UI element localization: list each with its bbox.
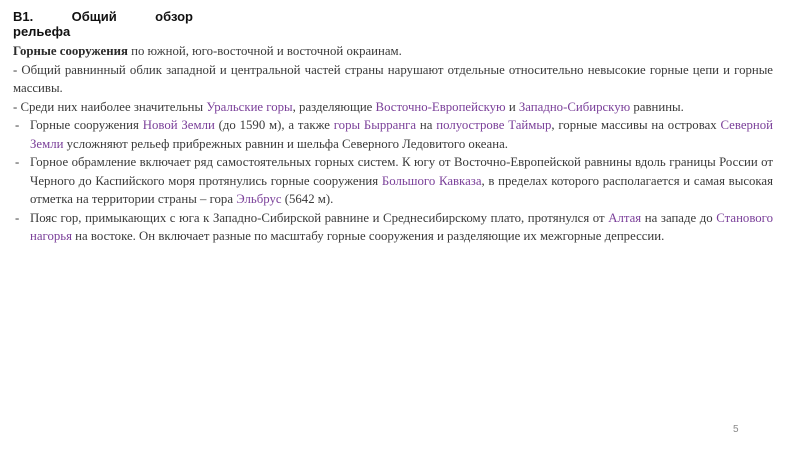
list-item	[13, 116, 773, 153]
paragraph-text: Горные сооружения	[30, 118, 143, 132]
slide-title-line-1: В1. Общий обзор	[13, 9, 193, 24]
link-byrranga-mountains[interactable]: горы Бырранга	[333, 118, 417, 132]
paragraph-text: Горное обрамление включает ряд самостоятельных горных систем. К югу от Восточно-Европейской равнины вдоль границы России от Черного до Каспийского моря протянулись горные сооружения	[30, 155, 773, 188]
bullet-list	[13, 116, 773, 246]
slide-title-line-2: рельефа	[13, 24, 71, 39]
link-altai[interactable]: Алтая	[608, 210, 642, 225]
paragraph-text: на востоке. Он включает разные по масштабу горные сооружения и разделяющие их межгорные депрессии.	[71, 229, 665, 243]
bullet-dash: -	[15, 118, 20, 132]
link-east-european-plain[interactable]: Восточно-Европейскую	[375, 99, 506, 114]
paragraph-text: , разделяющие	[292, 99, 376, 114]
link-greater-caucasus[interactable]: Большого Кавказа	[381, 173, 482, 188]
paragraph-text: на	[416, 118, 437, 132]
paragraph-text: - Среди них наиболее значительны	[13, 99, 207, 114]
list-item	[13, 153, 773, 209]
link-elbrus[interactable]: Эльбрус	[236, 192, 282, 206]
link-severnaya-zemlya[interactable]: Северной Земли	[30, 118, 773, 151]
slide-title	[13, 9, 193, 39]
paragraph-text: по южной, юго-восточной и восточной окраинам.	[127, 44, 402, 58]
slide-body	[13, 42, 773, 246]
paragraph-significant-mountains	[13, 98, 773, 117]
link-taymyr-peninsula[interactable]: полуострове Таймыр	[436, 118, 552, 132]
paragraph-text: (5642 м).	[281, 192, 334, 206]
link-ural-mountains[interactable]: Уральские горы	[206, 99, 293, 114]
link-stanovoy-highlands[interactable]: Станового нагорья	[30, 210, 774, 243]
paragraph-text: равнины.	[630, 99, 684, 114]
paragraph-text: , горные массивы на островах	[551, 118, 721, 132]
paragraph-text: , в пределах которого располагается и самая высокая отметка на территории страны – гора	[30, 173, 773, 206]
bullet-dash: -	[15, 155, 20, 169]
paragraph-text: Пояс гор, примыкающих с юга к Западно-Сибирской равнине и Среднесибирскому плато, протянулся от	[30, 210, 609, 225]
paragraph-text: (до 1590 м), а также	[214, 118, 334, 132]
list-item	[13, 209, 773, 246]
paragraph-text: усложняют рельеф прибрежных равнин и шельфа Северного Ледовитого океана.	[63, 136, 508, 151]
paragraph-text: на западе до	[641, 210, 717, 225]
paragraph-text: - Общий равнинный облик западной и центральной частей страны нарушают отдельные относительно невысокие горные цепи и горные массивы.	[13, 62, 773, 95]
link-novaya-zemlya[interactable]: Новой Земли	[142, 118, 215, 132]
paragraph-text: и	[505, 99, 519, 114]
paragraph-mountain-structures	[13, 42, 773, 61]
bullet-dash: -	[15, 210, 20, 225]
paragraph-plain-appearance	[13, 61, 773, 98]
bold-term: Горные сооружения	[13, 44, 128, 58]
page-number: 5	[733, 424, 739, 435]
link-west-siberian-plain[interactable]: Западно-Сибирскую	[518, 99, 631, 114]
